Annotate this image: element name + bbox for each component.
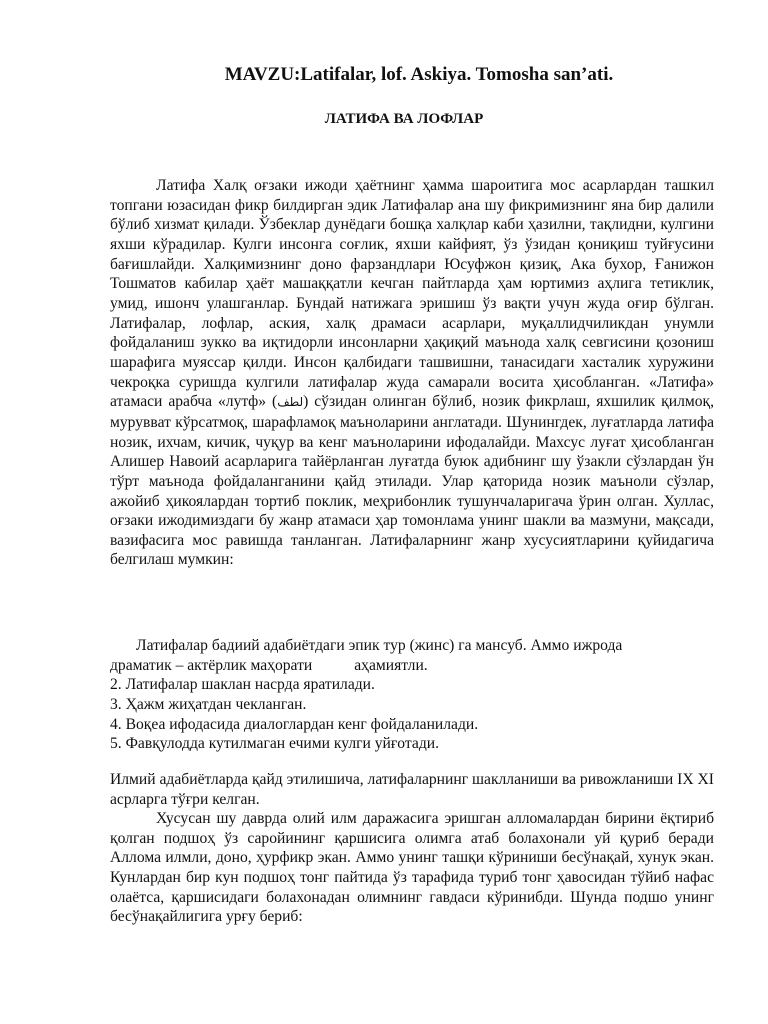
genre-features-list xyxy=(110,636,714,754)
list-item-1-line-2b: аҳамиятли. xyxy=(354,656,428,674)
list-item-2: 2. Латифалар шаклан насрда яратилади. xyxy=(110,676,375,694)
document-title: MAVZU:Latifalar, lof. Askiya. Tomosha san’ati. xyxy=(224,64,614,85)
list-item-3: 3. Ҳажм жиҳатдан чекланган. xyxy=(110,695,307,713)
list-item-5: 5. Фавқулодда кутилмаган ечими кулги уйғотади. xyxy=(110,735,439,753)
document-subtitle: ЛАТИФА ВА ЛОФЛАР xyxy=(324,111,484,127)
paragraph-intro xyxy=(110,176,714,570)
paragraph-story-text: Хусусан шу даврда олий илм даражасига эришган алломалардан бирини ёқтириб қолган подшоҳ ўз саройининг қаршисига олимга атаб болахонали уй қуриб беради Аллома илмли, доно, ҳурфикр экан. Аммо унинг ташқи кўриниши бесўнақай, хунук экан. Кунлардан бир кун подшоҳ тонг пайтида ўз тарафида туриб тонг ҳавосидан тўйиб нафас олаётса, қаршисидаги болахонадан олимнинг гавдаси кўринибди. Шунда подшо унинг бесўнақайлигига урғу бериб: xyxy=(110,810,714,926)
arabic-word: لطف xyxy=(277,395,304,410)
paragraph-intro-text-a: Латифа Халқ оғзаки ижоди ҳаётнинг ҳамма шароитига мос асарлардан ташкил топгани юзасидан фикр билдирган эдик Латифалар ана шу фикримизнинг яна бир далили бўлиб хизмат қилади. Ўзбеклар дунёдаги бошқа халқлар каби ҳазилни, тақлидни, кулгини яхши кўрадилар. Кулги инсонга соғлик, яхши кайфият, ўз ўзидан қониқиш туйғусини бағишлайди. Халқимизнинг доно фарзандлари Юсуфжон қизиқ, Ака бухор, Ғанижон Тошматов кабилар ҳаёт машаққатли кечган пайтларда ҳам юртимиз аҳлига тетиклик, умид, ишонч улашганлар. Бундай натижага эришиш ўз вақти учун жуда оғир бўлган. Латифалар, лофлар, аския, халқ драмаси асарлари, муқаллидчиликдан унумли фойдаланиш зукко ва иқтидорли инсонларни ҳақиқий маънода халқ севгисини қозониш шарафига муяссар қилди. Инсон қалбидаги ташвишни, танасидаги хасталик хуружини чекроқка суришда кулгили латифалар жуда самарали восита ҳисобланган. «Латифа» атамаси арабча «лутф» ( xyxy=(110,177,714,411)
list-item-1-line-2a: драматик – актёрлик маҳорати xyxy=(110,656,313,674)
list-item-1-line-2 xyxy=(110,656,714,676)
list-item-1-line-1: Латифалар бадиий адабиётдаги эпик тур (жинс) га мансуб. Аммо ижрода xyxy=(136,637,623,654)
paragraph-story xyxy=(110,809,714,927)
paragraph-history: Илмий адабиётларда қайд этилишича, латифаларнинг шаклланиши ва ривожланиши IX XI асрларга тўғри келган. xyxy=(110,771,714,808)
paragraph-intro-text-b: ) сўзидан олинган бўлиб, нозик фикрлаш, яхшилик қилмоқ, мурувват кўрсатмоқ, шарафламоқ маъноларини англатади. Шунингдек, луғатларда латифа нозик, ихчам, кичик, чуқур ва кенг маъноларини ифодалайди. Махсус луғат ҳисобланган Алишер Навоий асарларига тайёрланган луғатда буюк адибнинг шу ўзакли сўзлардан ўн тўрт маънода фойдаланганини қайд этилади. Улар қаторида нозик маъноли сўзлар, ажойиб ҳикоялардан тортиб поклик, меҳрибонлик тушунчаларигача ўрин олган. Хуллас, оғзаки ижодимиздаги бу жанр атамаси ҳар томонлама унинг шакли ва мазмуни, мақсади, вазифасига мос равишда танланган. Латифаларнинг жанр хусусиятларини қуйидагича белгилаш мумкин: xyxy=(110,393,714,569)
list-item-4: 4. Воқеа ифодасида диалоглардан кенг фойдаланилади. xyxy=(110,715,479,733)
